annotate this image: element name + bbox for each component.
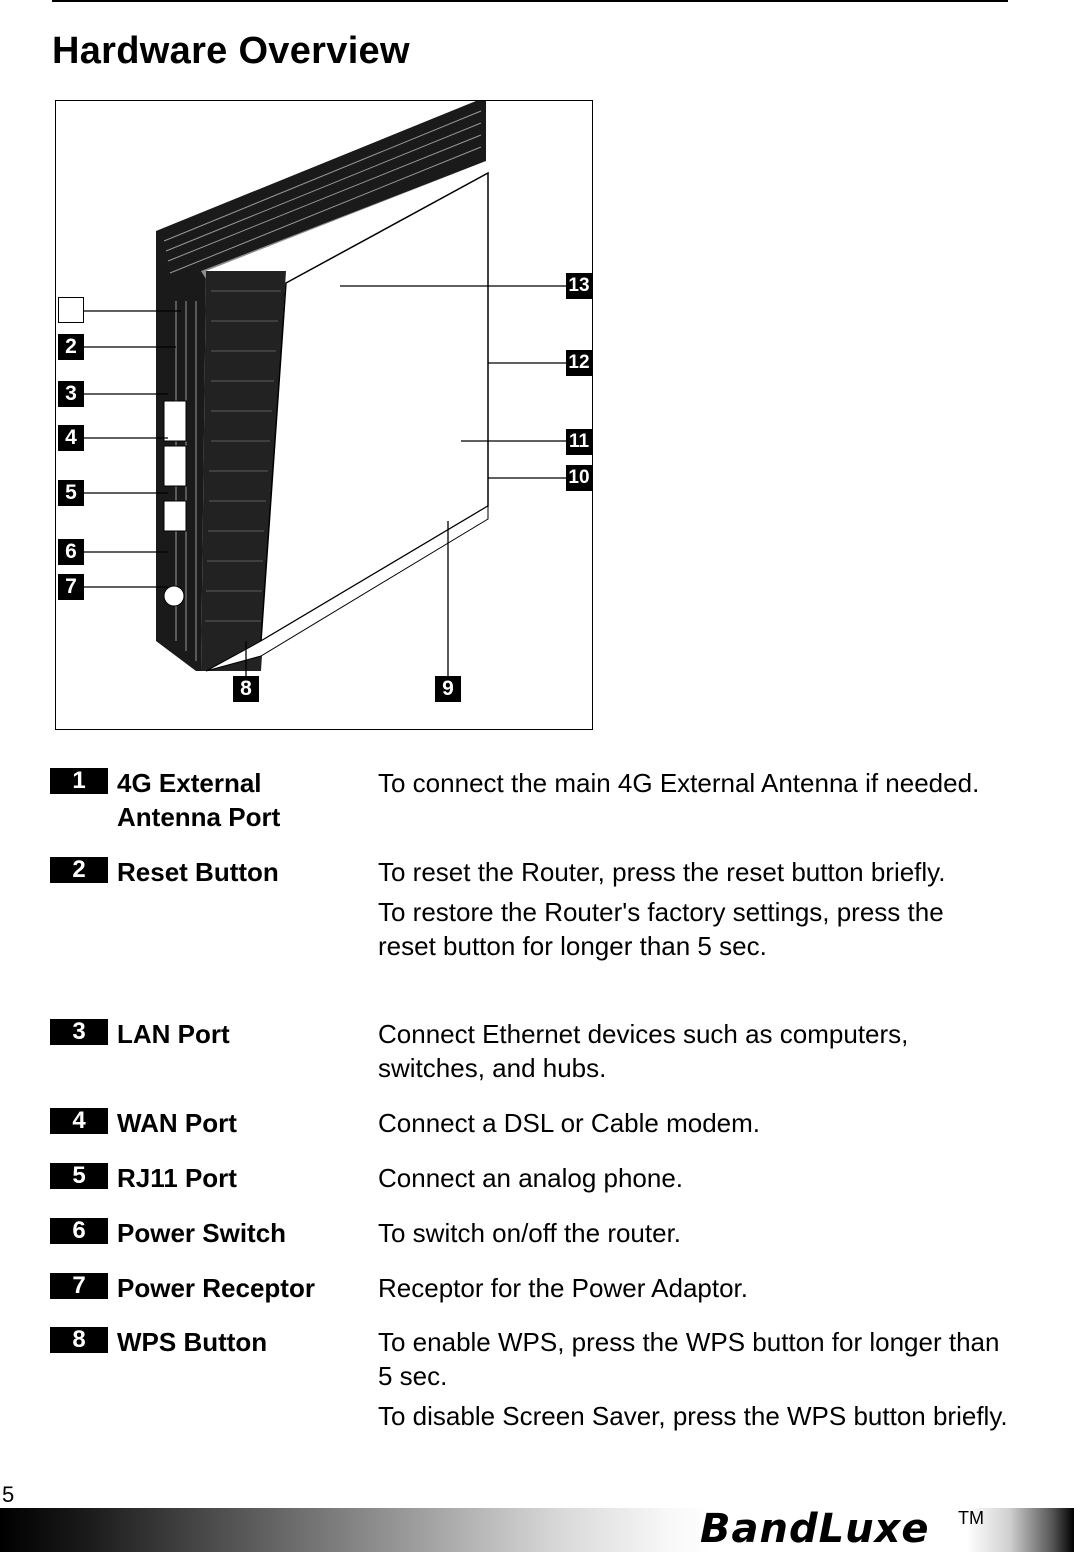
item-number-badge: 2 — [50, 857, 108, 883]
item-name: LAN Port — [117, 1019, 230, 1049]
callout-10: 10 — [566, 465, 592, 491]
item-number-badge: 3 — [50, 1019, 108, 1045]
item-description: Connect an analog phone. — [378, 1163, 684, 1193]
trademark-symbol: TM — [958, 1508, 984, 1528]
item-description: To connect the main 4G External Antenna if needed. — [378, 768, 980, 798]
item-name: Power Receptor — [117, 1273, 315, 1303]
item-number-badge: 6 — [50, 1218, 108, 1244]
callout-12: 12 — [566, 350, 592, 376]
item-description: To reset the Router, press the reset button briefly. To restore the Router's factory settings, press the reset button for longer than 5 sec. — [378, 857, 946, 961]
item-description: Receptor for the Power Adaptor. — [378, 1273, 748, 1303]
callout-3: 3 — [58, 381, 84, 407]
callout-13: 13 — [566, 273, 592, 299]
item-description: Connect Ethernet devices such as computers, switches, and hubs. — [378, 1019, 909, 1083]
callout-2: 2 — [58, 334, 84, 360]
top-rule — [52, 0, 1008, 2]
item-number-badge: 7 — [50, 1273, 108, 1299]
item-description: Connect a DSL or Cable modem. — [378, 1108, 761, 1138]
router-figure — [55, 100, 593, 730]
item-name: Reset Button — [117, 857, 279, 887]
item-name: 4G External Antenna Port — [117, 768, 281, 832]
item-name: WPS Button — [117, 1327, 268, 1357]
page-number: 5 — [2, 1482, 15, 1507]
item-name: Power Switch — [117, 1218, 287, 1248]
item-description: To switch on/off the router. — [378, 1218, 682, 1248]
item-number-badge: 4 — [50, 1108, 108, 1134]
item-number-badge: 8 — [50, 1327, 108, 1353]
callout-6: 6 — [58, 539, 84, 565]
item-name: WAN Port — [117, 1108, 237, 1138]
item-description: To enable WPS, press the WPS button for longer than 5 sec. To disable Screen Saver, press the WPS button briefly. — [378, 1327, 1008, 1431]
callout-7: 7 — [58, 574, 84, 600]
item-name: RJ11 Port — [117, 1163, 237, 1193]
callout-4: 4 — [58, 425, 84, 451]
callout-5: 5 — [58, 480, 84, 506]
item-number-badge: 5 — [50, 1163, 108, 1189]
callout-9: 9 — [435, 676, 461, 702]
bandluxe-logo: BandLuxe — [700, 1506, 930, 1552]
item-number-badge: 1 — [50, 768, 108, 794]
callout-1 — [58, 297, 84, 323]
callout-8: 8 — [233, 676, 259, 702]
page-title: Hardware Overview — [52, 30, 410, 72]
callout-11: 11 — [566, 429, 592, 455]
router-illustration — [56, 101, 594, 731]
